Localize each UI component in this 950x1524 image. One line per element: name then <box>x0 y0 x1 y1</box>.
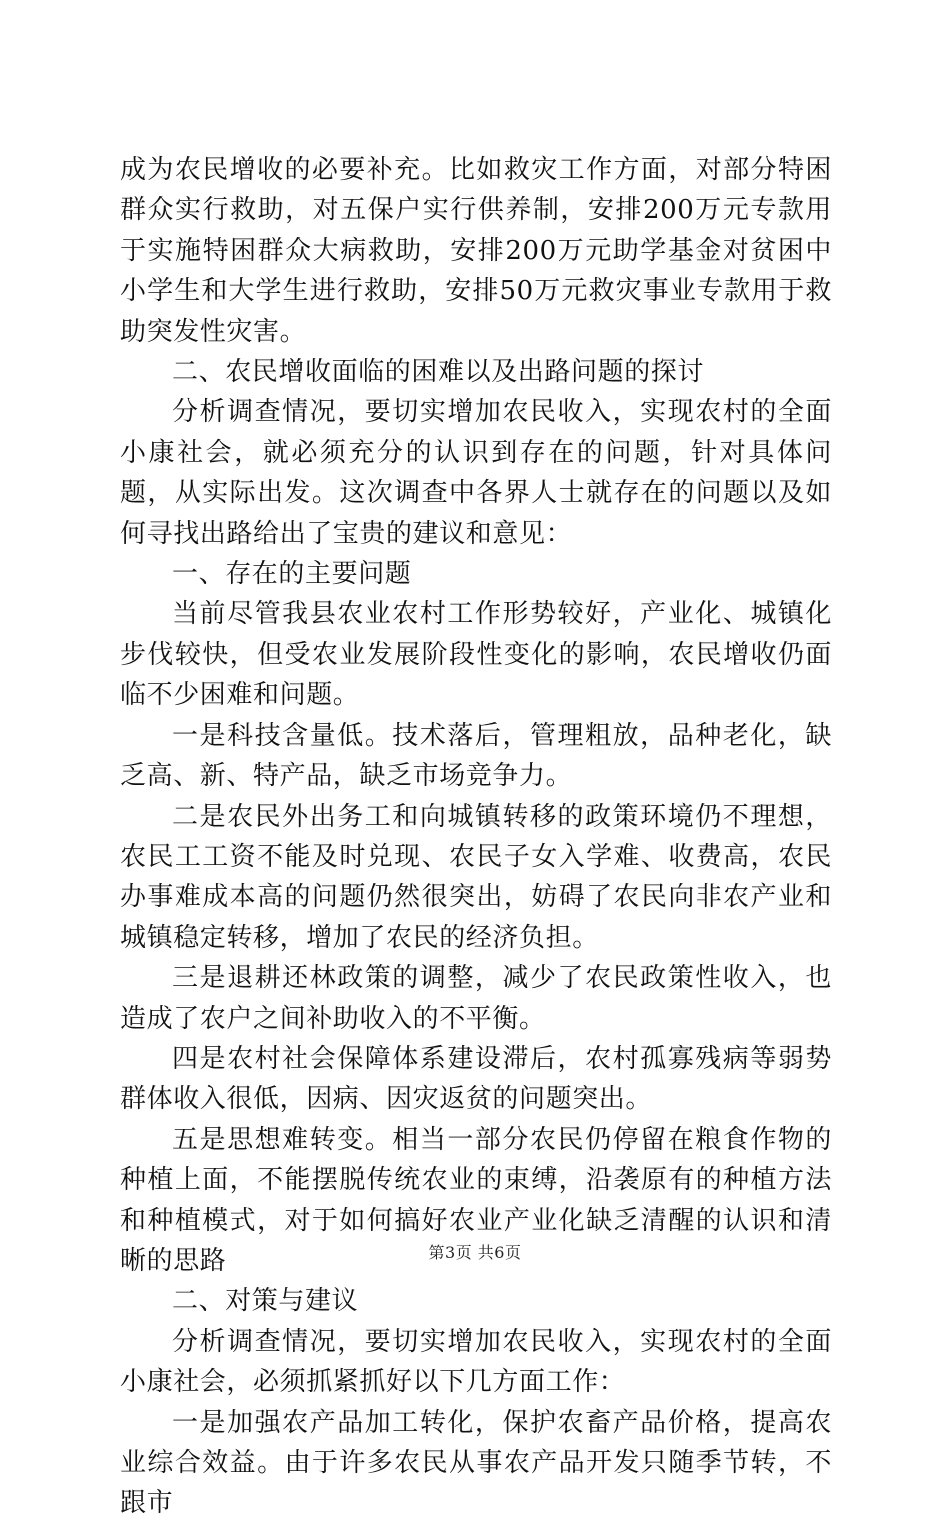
body-paragraph: 成为农民增收的必要补充。比如救灾工作方面，对部分特困群众实行救助，对五保户实行供养制，安排200万元专款用于实施特困群众大病救助，安排200万元助学基金对贫困中小学生和大学生进行救助，安排50万元救灾事业专款用于救助突发性灾害。 <box>120 155 832 347</box>
body-paragraph: 分析调查情况，要切实增加农民收入，实现农村的全面小康社会，就必须充分的认识到存在的问题，针对具体问题，从实际出发。这次调查中各界人士就存在的问题以及如何寻找出路给出了宝贵的建议和意见： <box>120 397 832 549</box>
list-item: 二是农民外出务工和向城镇转移的政策环境仍不理想，农民工工资不能及时兑现、农民子女入学难、收费高，农民办事难成本高的问题仍然很突出，妨碍了农民向非农产业和城镇稳定转移，增加了农民的经济负担。 <box>120 801 832 953</box>
subsection-heading: 一、存在的主要问题 <box>172 559 412 590</box>
list-item: 一是科技含量低。技术落后，管理粗放，品种老化，缺乏高、新、特产品，缺乏市场竞争力。 <box>120 720 832 792</box>
page-footer: 第3页 共6页 <box>428 1243 522 1262</box>
body-paragraph: 当前尽管我县农业农村工作形势较好，产业化、城镇化步伐较快，但受农业发展阶段性变化的影响，农民增收仍面临不少困难和问题。 <box>120 599 832 711</box>
section-heading: 二、农民增收面临的困难以及出路问题的探讨 <box>172 357 705 388</box>
list-item: 四是农村社会保障体系建设滞后，农村孤寡残病等弱势群体收入很低，因病、因灾返贫的问题突出。 <box>120 1043 832 1115</box>
document-body <box>120 150 832 1524</box>
list-item: 三是退耕还林政策的调整，减少了农民政策性收入，也造成了农户之间补助收入的不平衡。 <box>120 963 832 1034</box>
body-paragraph: 分析调查情况，要切实增加农民收入，实现农村的全面小康社会，必须抓紧抓好以下几方面工作： <box>120 1326 832 1398</box>
list-item: 五是思想难转变。相当一部分农民仍停留在粮食作物的种植上面，不能摆脱传统农业的束缚，沿袭原有的种植方法和种植模式，对于如何搞好农业产业化缺乏清醒的认识和清晰的思路 <box>120 1124 832 1276</box>
subsection-heading: 二、对策与建议 <box>172 1286 359 1317</box>
list-item: 一是加强农产品加工转化，保护农畜产品价格，提高农业综合效益。由于许多农民从事农产品开发只随季节转，不跟市 <box>120 1407 832 1519</box>
